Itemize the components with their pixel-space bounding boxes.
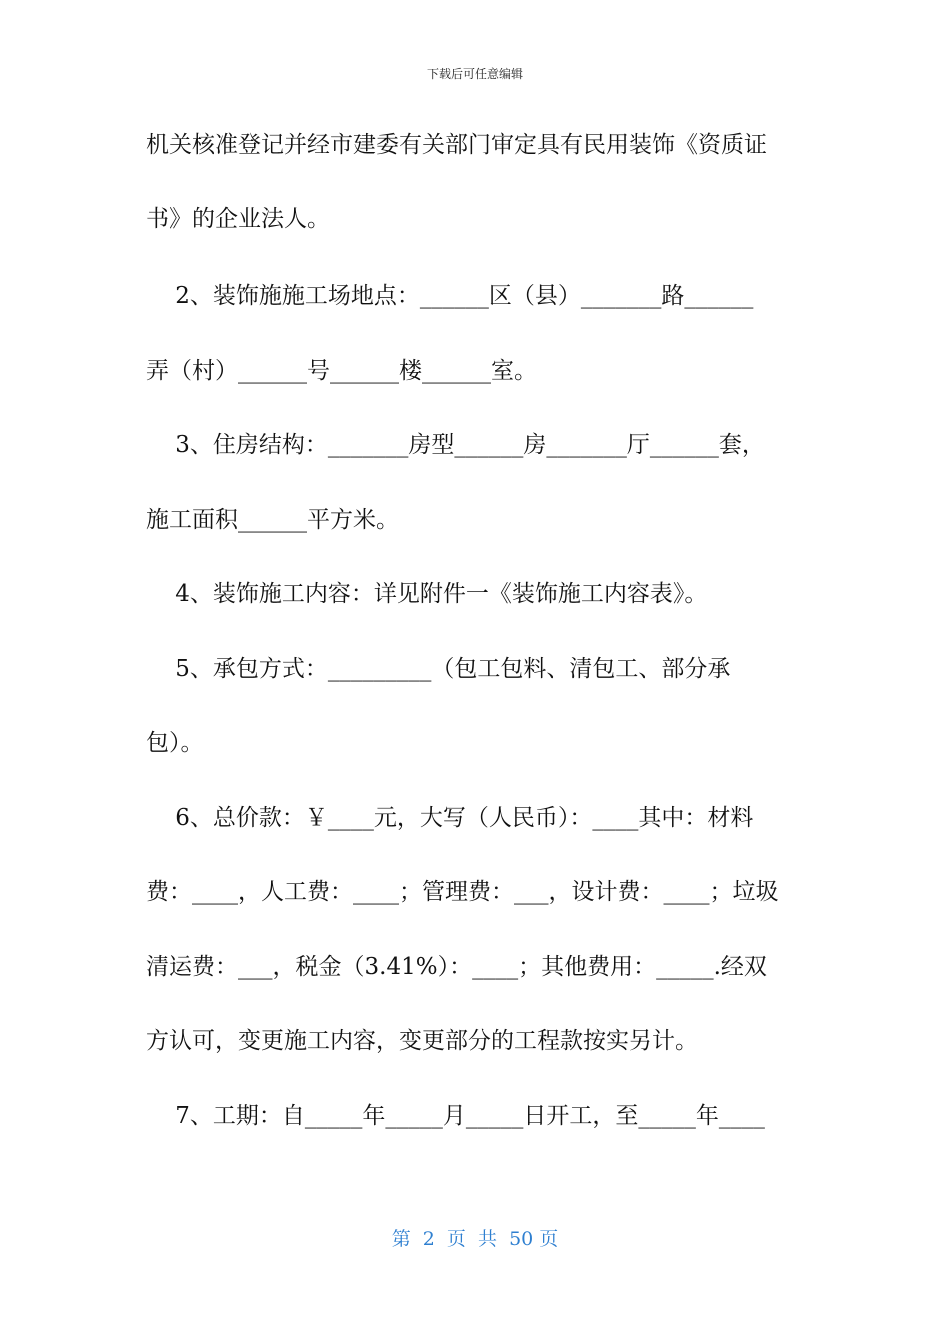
- page-header: 下载后可任意编辑: [426, 67, 523, 81]
- text-line: 7、工期：自_____年_____月_____日开工，至_____年____: [146, 1103, 765, 1129]
- text-line: 3、住房结构：_______房型______房_______厅______套，: [146, 432, 765, 458]
- text-line: 书》的企业法人。: [146, 206, 330, 232]
- text-line: 6、总价款：￥____元，大写（人民币）：____其中：材料: [146, 805, 754, 831]
- text-line: 施工面积______平方米。: [146, 507, 399, 533]
- text-line: 弄（村）______号______楼______室。: [146, 358, 537, 384]
- text-line: 2、装饰施施工场地点：______区（县）_______路______: [146, 283, 754, 309]
- text-line: 4、装饰施工内容：详见附件一《装饰施工内容表》。: [146, 581, 708, 607]
- text-line: 包）。: [146, 730, 204, 756]
- text-line: 费：____，人工费：____；管理费：___，设计费：____；垃圾: [146, 879, 779, 905]
- text-line: 方认可，变更施工内容，变更部分的工程款按实另计。: [146, 1028, 698, 1054]
- text-line: 机关核准登记并经市建委有关部门审定具有民用装饰《资质证: [146, 132, 767, 158]
- text-line: 5、承包方式：_________（包工包料、清包工、部分承: [146, 656, 731, 682]
- text-line: 清运费：___，税金（3.41%）：____；其他费用：_____.经双: [146, 954, 767, 980]
- page-number-footer: 第 2 页 共 50 页: [391, 1228, 559, 1250]
